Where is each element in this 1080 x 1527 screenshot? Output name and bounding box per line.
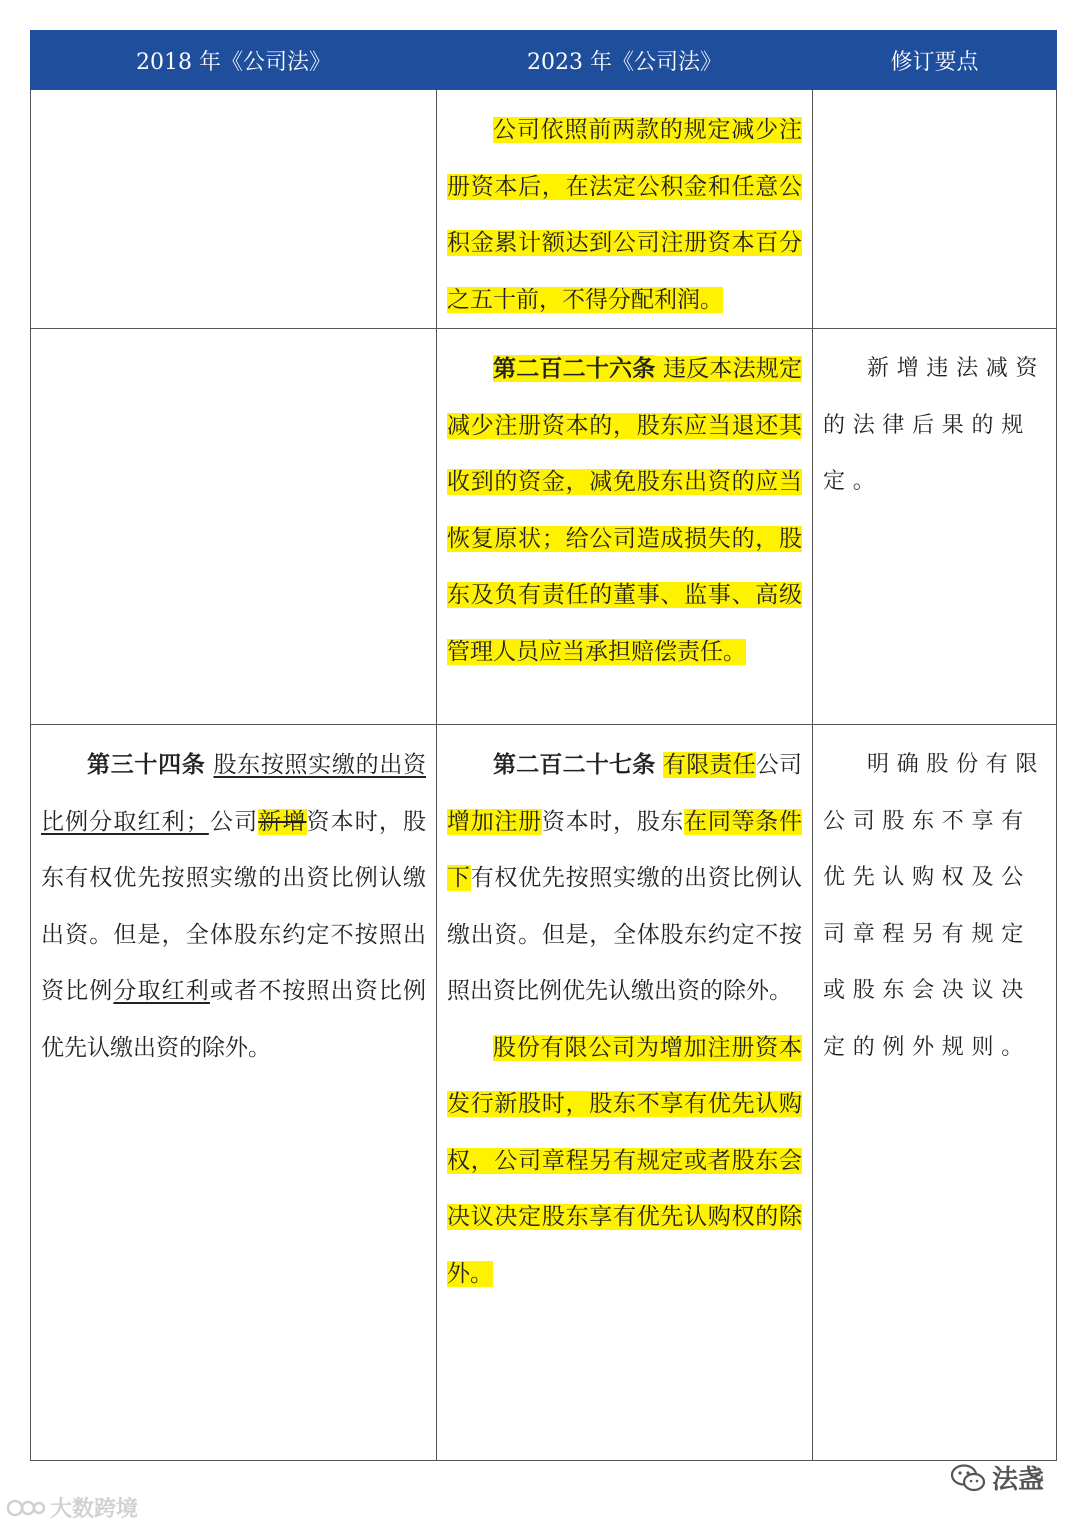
row3-old-underline-1: 股东按照实缴的出资比例分取红利； bbox=[41, 752, 427, 835]
row3-new-text-2: 资本时，股东 bbox=[541, 808, 685, 835]
row2-new-text: 违反本法规定减少注册资本的，股东应当退还其收到的资金，减免股东出资的应当恢复原状；给公司造成损失的，股东及负有责任的董事、监事、高级管理人员应当承担赔偿责任。 bbox=[447, 356, 803, 665]
table-header bbox=[31, 31, 1057, 90]
row2-new-article: 第二百二十六条 bbox=[493, 355, 656, 382]
comparison-table bbox=[30, 30, 1057, 1461]
row1-new-text: 公司依照前两款的规定减少注册资本后，在法定公积金和任意公积金累计额达到公司注册资本百分之五十前，不得分配利润。 bbox=[447, 117, 802, 313]
row2-note: 新增违法减资的法律后果的规定。 bbox=[823, 356, 1046, 494]
watermark-logo-icon bbox=[6, 1497, 46, 1519]
header-2018-law: 2018 年《公司法》 bbox=[31, 31, 437, 90]
row3-old-text-3: 或者不按照出资比例优先认缴出资的除外。 bbox=[41, 978, 427, 1061]
row3-old-article: 第三十四条 bbox=[87, 751, 206, 778]
row1-note-cell bbox=[813, 90, 1057, 329]
row3-old-text-1: 公司 bbox=[208, 808, 259, 835]
row3-old-underline-2: 分取红利 bbox=[113, 978, 210, 1004]
row2-old-cell bbox=[31, 329, 437, 725]
table-row bbox=[31, 329, 1057, 725]
row3-new-article: 第二百二十七条 bbox=[493, 751, 656, 778]
brand-name: 法盏 bbox=[992, 1465, 1045, 1495]
row1-old-cell bbox=[31, 90, 437, 329]
brand-watermark bbox=[950, 1459, 1044, 1496]
row3-new-text-1: 公司 bbox=[755, 752, 803, 778]
row3-new-hl-1: 有限责任 bbox=[662, 752, 756, 778]
watermark-left bbox=[6, 1492, 138, 1523]
row3-new-cell bbox=[437, 725, 813, 1461]
row2-note-cell bbox=[813, 329, 1057, 725]
row3-old-cell bbox=[31, 725, 437, 1461]
row3-note: 明确股份有限公司股东不享有优先认购权及公司章程另有规定或股东会决议决定的例外规则。 bbox=[823, 752, 1046, 1060]
row2-new-cell bbox=[437, 329, 813, 725]
row3-new-text-3: 有权优先按照实缴的出资比例认缴出资。但是，全体股东约定不按照出资比例优先认缴出资的除外。 bbox=[447, 865, 803, 1004]
wechat-icon bbox=[950, 1463, 986, 1493]
watermark-text: 大数跨境 bbox=[50, 1497, 139, 1522]
table-row bbox=[31, 90, 1057, 329]
row3-new-hl-3: 在同等条件下 bbox=[447, 808, 803, 891]
row3-old-strikethrough: 新增 bbox=[258, 808, 307, 835]
row3-new-hl-2: 增加注册 bbox=[447, 808, 542, 835]
header-2023-law: 2023 年《公司法》 bbox=[437, 31, 813, 90]
row1-new-cell bbox=[437, 90, 813, 329]
header-revision-points: 修订要点 bbox=[813, 31, 1057, 90]
table-row bbox=[31, 725, 1057, 1461]
row3-new-para2: 股份有限公司为增加注册资本发行新股时，股东不享有优先认购权，公司章程另有规定或者股东会决议决定股东享有优先认购权的除外。 bbox=[447, 1034, 802, 1287]
row3-old-text-2: 资本时，股东有权优先按照实缴的出资比例认缴出资。但是，全体股东约定不按照出资比例 bbox=[41, 808, 427, 1004]
row3-note-cell bbox=[813, 725, 1057, 1461]
